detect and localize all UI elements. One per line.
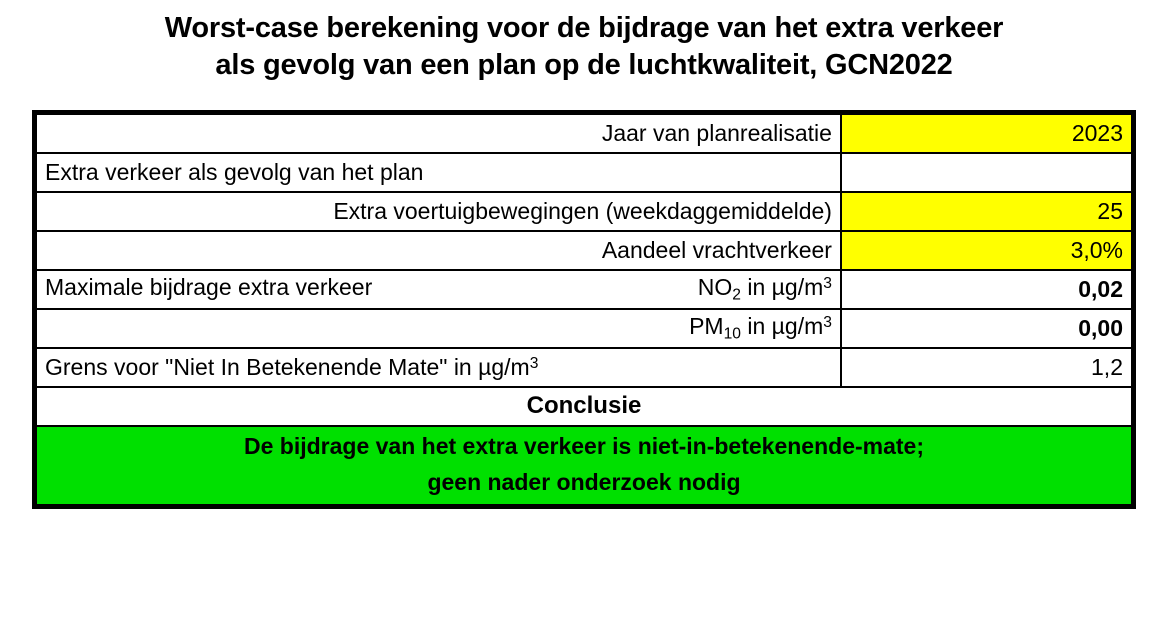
row-value-extra-verkeer-header: [841, 153, 1132, 192]
pm10-prefix: PM: [689, 313, 724, 340]
row-label-nibm-grens: [36, 348, 841, 387]
table-row: [36, 309, 1132, 348]
table-row-conclusion-body: [36, 426, 1132, 504]
nibm-grens-exponent: 3: [529, 354, 539, 372]
row-value-no2: 0,02: [841, 270, 1132, 309]
row-value-pm10: 0,00: [841, 309, 1132, 348]
no2-unit-exponent: 3: [823, 275, 832, 292]
no2-subscript: 2: [732, 286, 741, 304]
page-title-line-2: als gevolg van een plan op de luchtkwaliteit, GCN2022: [215, 49, 953, 82]
table-row: [36, 348, 1132, 387]
table-row: [36, 231, 1132, 270]
row-label-maximale-bijdrage: Maximale bijdrage extra verkeer: [45, 274, 373, 301]
table-row: [36, 270, 1132, 309]
no2-prefix: NO: [697, 274, 733, 301]
table-row: [36, 153, 1132, 192]
pm10-subscript: 10: [723, 325, 741, 343]
row-value-planrealisatie[interactable]: 2023: [841, 114, 1132, 153]
row-label-pm10-unit: [36, 309, 841, 348]
row-label-maximale-bijdrage-no2: [36, 270, 841, 309]
row-label-extra-verkeer-header: Extra verkeer als gevolg van het plan: [36, 153, 841, 192]
pm10-unit-exponent: 3: [823, 314, 832, 331]
table-row: [36, 114, 1132, 153]
calculation-table: [35, 113, 1133, 505]
row-label-voertuigbewegingen: Extra voertuigbewegingen (weekdaggemiddelde): [36, 192, 841, 231]
calculation-table-container: [32, 110, 1136, 508]
row-label-planrealisatie: Jaar van planrealisatie: [36, 114, 841, 153]
conclusion-line-1: De bijdrage van het extra verkeer is niet-in-betekenende-mate;: [243, 433, 925, 460]
table-row: [36, 192, 1132, 231]
page-title: [0, 0, 1168, 84]
nibm-grens-text: Grens voor "Niet In Betekenende Mate" in µg/m: [45, 353, 530, 380]
row-label-aandeel-vrachtverkeer: Aandeel vrachtverkeer: [36, 231, 841, 270]
row-value-voertuigbewegingen[interactable]: 25: [841, 192, 1132, 231]
table-row-conclusion-header: [36, 387, 1132, 426]
pm10-unit-text: in µg/m: [740, 313, 824, 340]
row-value-aandeel-vrachtverkeer[interactable]: 3,0%: [841, 231, 1132, 270]
row-label-no2-unit: [698, 274, 832, 304]
conclusion-line-2: geen nader onderzoek nodig: [427, 468, 741, 495]
no2-unit-text: in µg/m: [740, 274, 824, 301]
conclusion-body: [36, 426, 1132, 504]
page-title-line-1: Worst-case berekening voor de bijdrage van het extra verkeer: [164, 12, 1004, 44]
row-value-nibm-grens: 1,2: [841, 348, 1132, 387]
conclusion-header: Conclusie: [36, 387, 1132, 426]
